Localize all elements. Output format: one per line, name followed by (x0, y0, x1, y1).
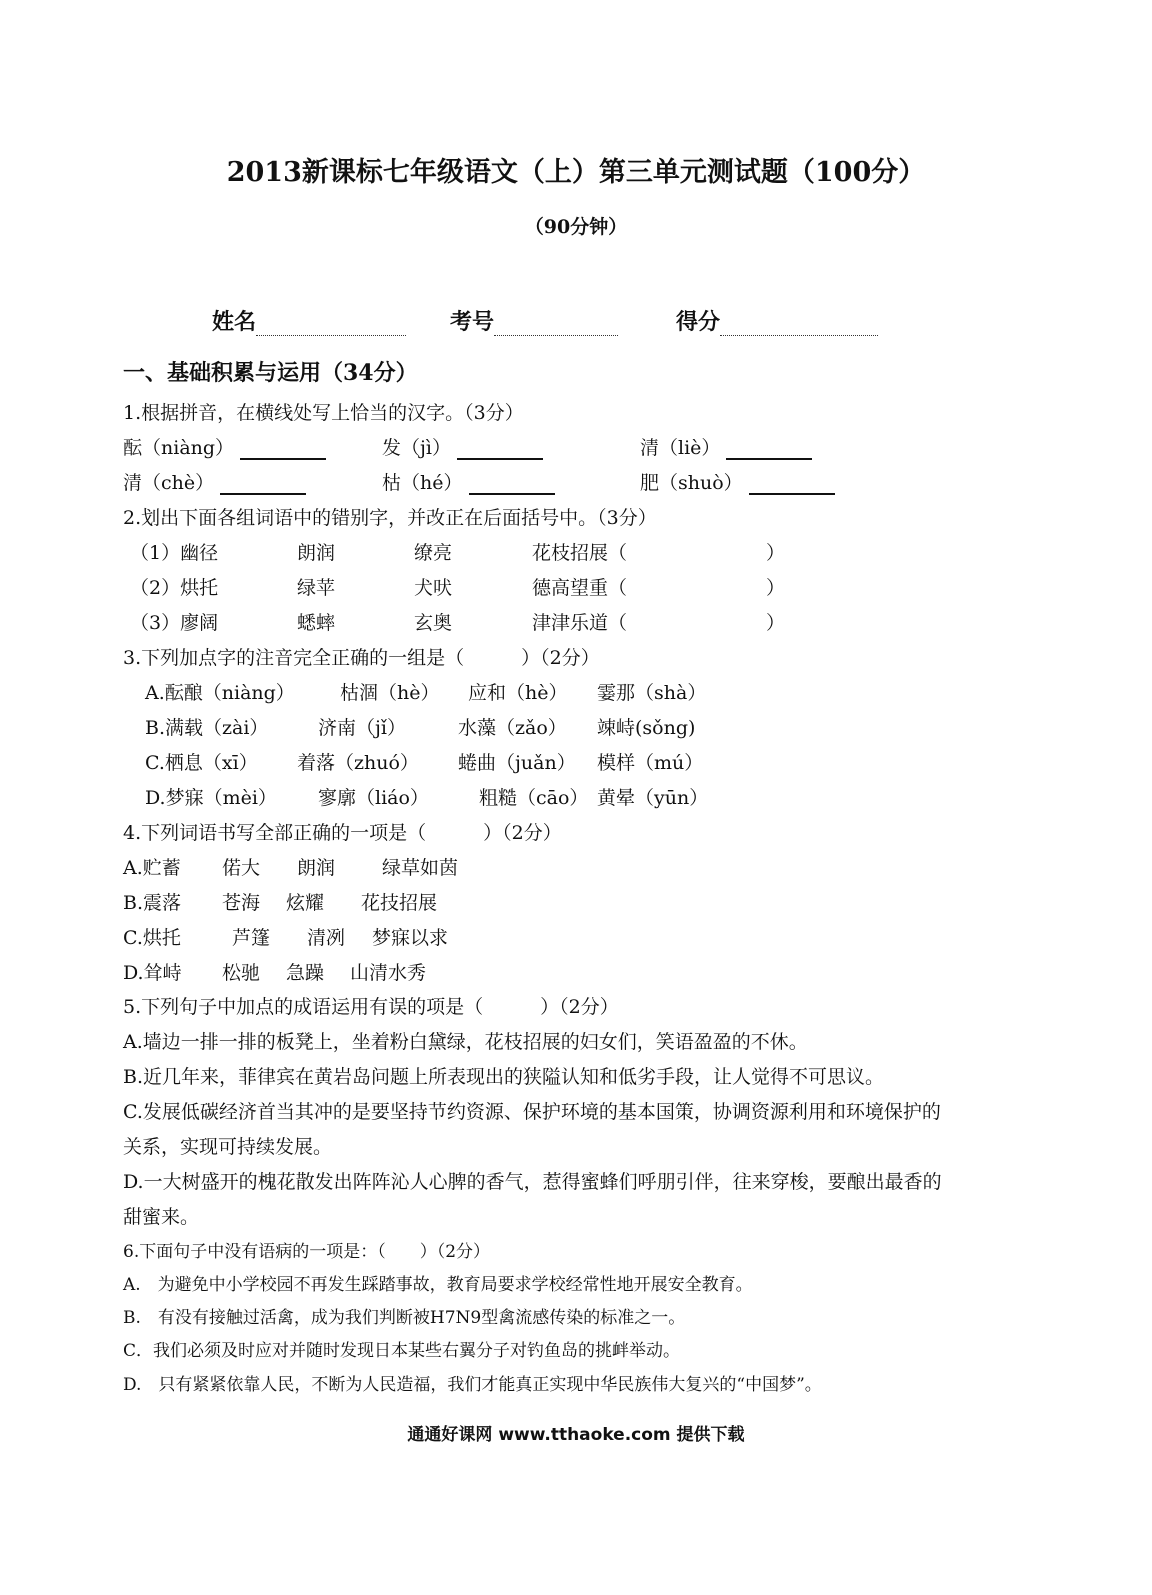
q3-option: A.酝酿（niàng） (145, 682, 295, 704)
page-title: 2013新课标七年级语文（上）第三单元测试题（100分） (226, 157, 926, 188)
q5-option-d: D.一大树盛开的槐花散发出阵阵沁人心脾的香气，惹得蜜蜂们呼朋引伴，往来穿梭，要酿出最香的 (123, 1171, 942, 1193)
q3-option: 竦峙(sǒng) (597, 717, 696, 739)
q6-stem: 6.下面句子中没有语病的一项是：（ ）（2分） (123, 1242, 491, 1262)
q3-option: B.满载（zài） (145, 717, 269, 739)
q4-word: 绿草如茵 (382, 857, 459, 879)
q3-option: 黄晕（yūn） (597, 787, 709, 809)
q4-word: B.震落 (123, 892, 182, 914)
q2-word: 缭亮 (414, 542, 453, 564)
footer-credit: 通通好课网 www.tthaoke.com 提供下载 (407, 1425, 745, 1445)
q5-option-c-cont: 关系，实现可持续发展。 (123, 1136, 333, 1158)
q2-word: 绿苹 (297, 577, 336, 599)
q2-stem: 2.划出下面各组词语中的错别字，并改正在后面括号中。（3分） (123, 507, 657, 529)
q2-word: 德高望重（ (532, 577, 628, 599)
q2-word: （1）幽径 (130, 542, 219, 564)
page-subtitle: （90分钟） (524, 216, 628, 238)
q4-word: 苍海 (222, 892, 261, 914)
q2-bracket: ） (766, 612, 786, 634)
q3-option: 蜷曲（juǎn） (458, 752, 576, 774)
q3-option: 模样（mú） (597, 752, 704, 774)
id-label: 考号 (450, 309, 495, 335)
q3-option: 枯涸（hè） (340, 682, 440, 704)
q5-stem: 5.下列句子中加点的成语运用有误的项是（ ）（2分） (123, 996, 619, 1018)
q4-word: 松驰 (222, 962, 261, 984)
q2-word: 玄奥 (414, 612, 453, 634)
q1-item: 发（jì） (382, 433, 543, 460)
q6-option-c: C．我们必须及时应对并随时发现日本某些右翼分子对钓鱼岛的挑衅举动。 (123, 1341, 681, 1361)
q6-option-d: D. 只有紧紧依靠人民，不断为人民造福，我们才能真正实现中华民族伟大复兴的“中国梦”。 (123, 1375, 822, 1395)
q4-word: C.烘托 (123, 927, 181, 949)
q1-stem: 1.根据拼音，在横线处写上恰当的汉字。（3分） (123, 402, 524, 424)
score-blank[interactable] (720, 311, 878, 336)
q3-option: 霎那（shà） (597, 682, 707, 704)
q2-bracket: ） (766, 577, 786, 599)
q2-word: 蟋蟀 (297, 612, 336, 634)
q2-word: 花枝招展（ (532, 542, 628, 564)
q2-word: 犬吠 (414, 577, 453, 599)
q4-word: 芦篷 (232, 927, 271, 949)
q5-option-a: A.墙边一排一排的板凳上，坐着粉白黛绿，花枝招展的妇女们，笑语盈盈的不休。 (123, 1031, 808, 1053)
answer-blank[interactable] (240, 436, 326, 460)
q4-word: 花技招展 (361, 892, 438, 914)
q1-item: 枯（hé） (382, 468, 555, 495)
q2-bracket: ） (766, 542, 786, 564)
q1-item: 清（chè） (123, 468, 306, 495)
section-heading: 一、基础积累与运用（34分） (123, 360, 418, 386)
q1-item: 肥（shuò） (640, 468, 835, 495)
q4-word: 梦寐以求 (372, 927, 449, 949)
q2-word: （2）烘托 (130, 577, 219, 599)
q6-option-a: A. 为避免中小学校园不再发生踩踏事故，教育局要求学校经常性地开展安全教育。 (123, 1275, 753, 1295)
score-field (676, 305, 878, 336)
q4-word: D.耸峙 (123, 962, 182, 984)
q4-word: 清冽 (307, 927, 346, 949)
q2-word: 津津乐道（ (532, 612, 628, 634)
q3-option: C.栖息（xī） (145, 752, 258, 774)
q1-item: 清（liè） (640, 433, 812, 460)
name-blank[interactable] (256, 311, 406, 336)
q6-option-b: B. 有没有接触过活禽，成为我们判断被H7N9型禽流感传染的标准之一。 (123, 1308, 686, 1328)
q2-word: （3）廖阔 (130, 612, 219, 634)
answer-blank[interactable] (457, 436, 543, 460)
q4-word: 急躁 (286, 962, 325, 984)
id-field (450, 305, 618, 336)
score-label: 得分 (676, 309, 721, 335)
q4-word: 偌大 (222, 857, 261, 879)
q5-option-c: C.发展低碳经济首当其冲的是要坚持节约资源、保护环境的基本国策，协调资源利用和环境保护的 (123, 1101, 941, 1123)
q5-option-b: B.近几年来，菲律宾在黄岩岛问题上所表现出的狭隘认知和低劣手段，让人觉得不可思议。 (123, 1066, 885, 1088)
q4-stem: 4.下列词语书写全部正确的一项是（ ）（2分） (123, 822, 562, 844)
answer-blank[interactable] (220, 471, 306, 495)
q3-option: 水藻（zǎo） (458, 717, 567, 739)
q3-option: 寥廓（liáo） (318, 787, 429, 809)
q4-word: A.贮蓄 (123, 857, 181, 879)
answer-blank[interactable] (469, 471, 555, 495)
q3-option: 应和（hè） (468, 682, 568, 704)
q4-word: 炫耀 (286, 892, 325, 914)
q3-stem: 3.下列加点字的注音完全正确的一组是（ ）（2分） (123, 647, 600, 669)
q3-option: D.梦寐（mèi） (145, 787, 277, 809)
answer-blank[interactable] (749, 471, 835, 495)
name-label: 姓名 (212, 309, 257, 335)
q4-word: 山清水秀 (350, 962, 427, 984)
q1-item: 酝（niàng） (123, 433, 326, 460)
q3-option: 粗糙（cāo） (479, 787, 589, 809)
q4-word: 朗润 (297, 857, 336, 879)
id-blank[interactable] (494, 311, 618, 336)
q3-option: 济南（jǐ） (318, 717, 406, 739)
name-field (212, 305, 406, 336)
q3-option: 着落（zhuó） (297, 752, 419, 774)
answer-blank[interactable] (726, 436, 812, 460)
q5-option-d-cont: 甜蜜来。 (123, 1206, 200, 1228)
q2-word: 朗润 (297, 542, 336, 564)
